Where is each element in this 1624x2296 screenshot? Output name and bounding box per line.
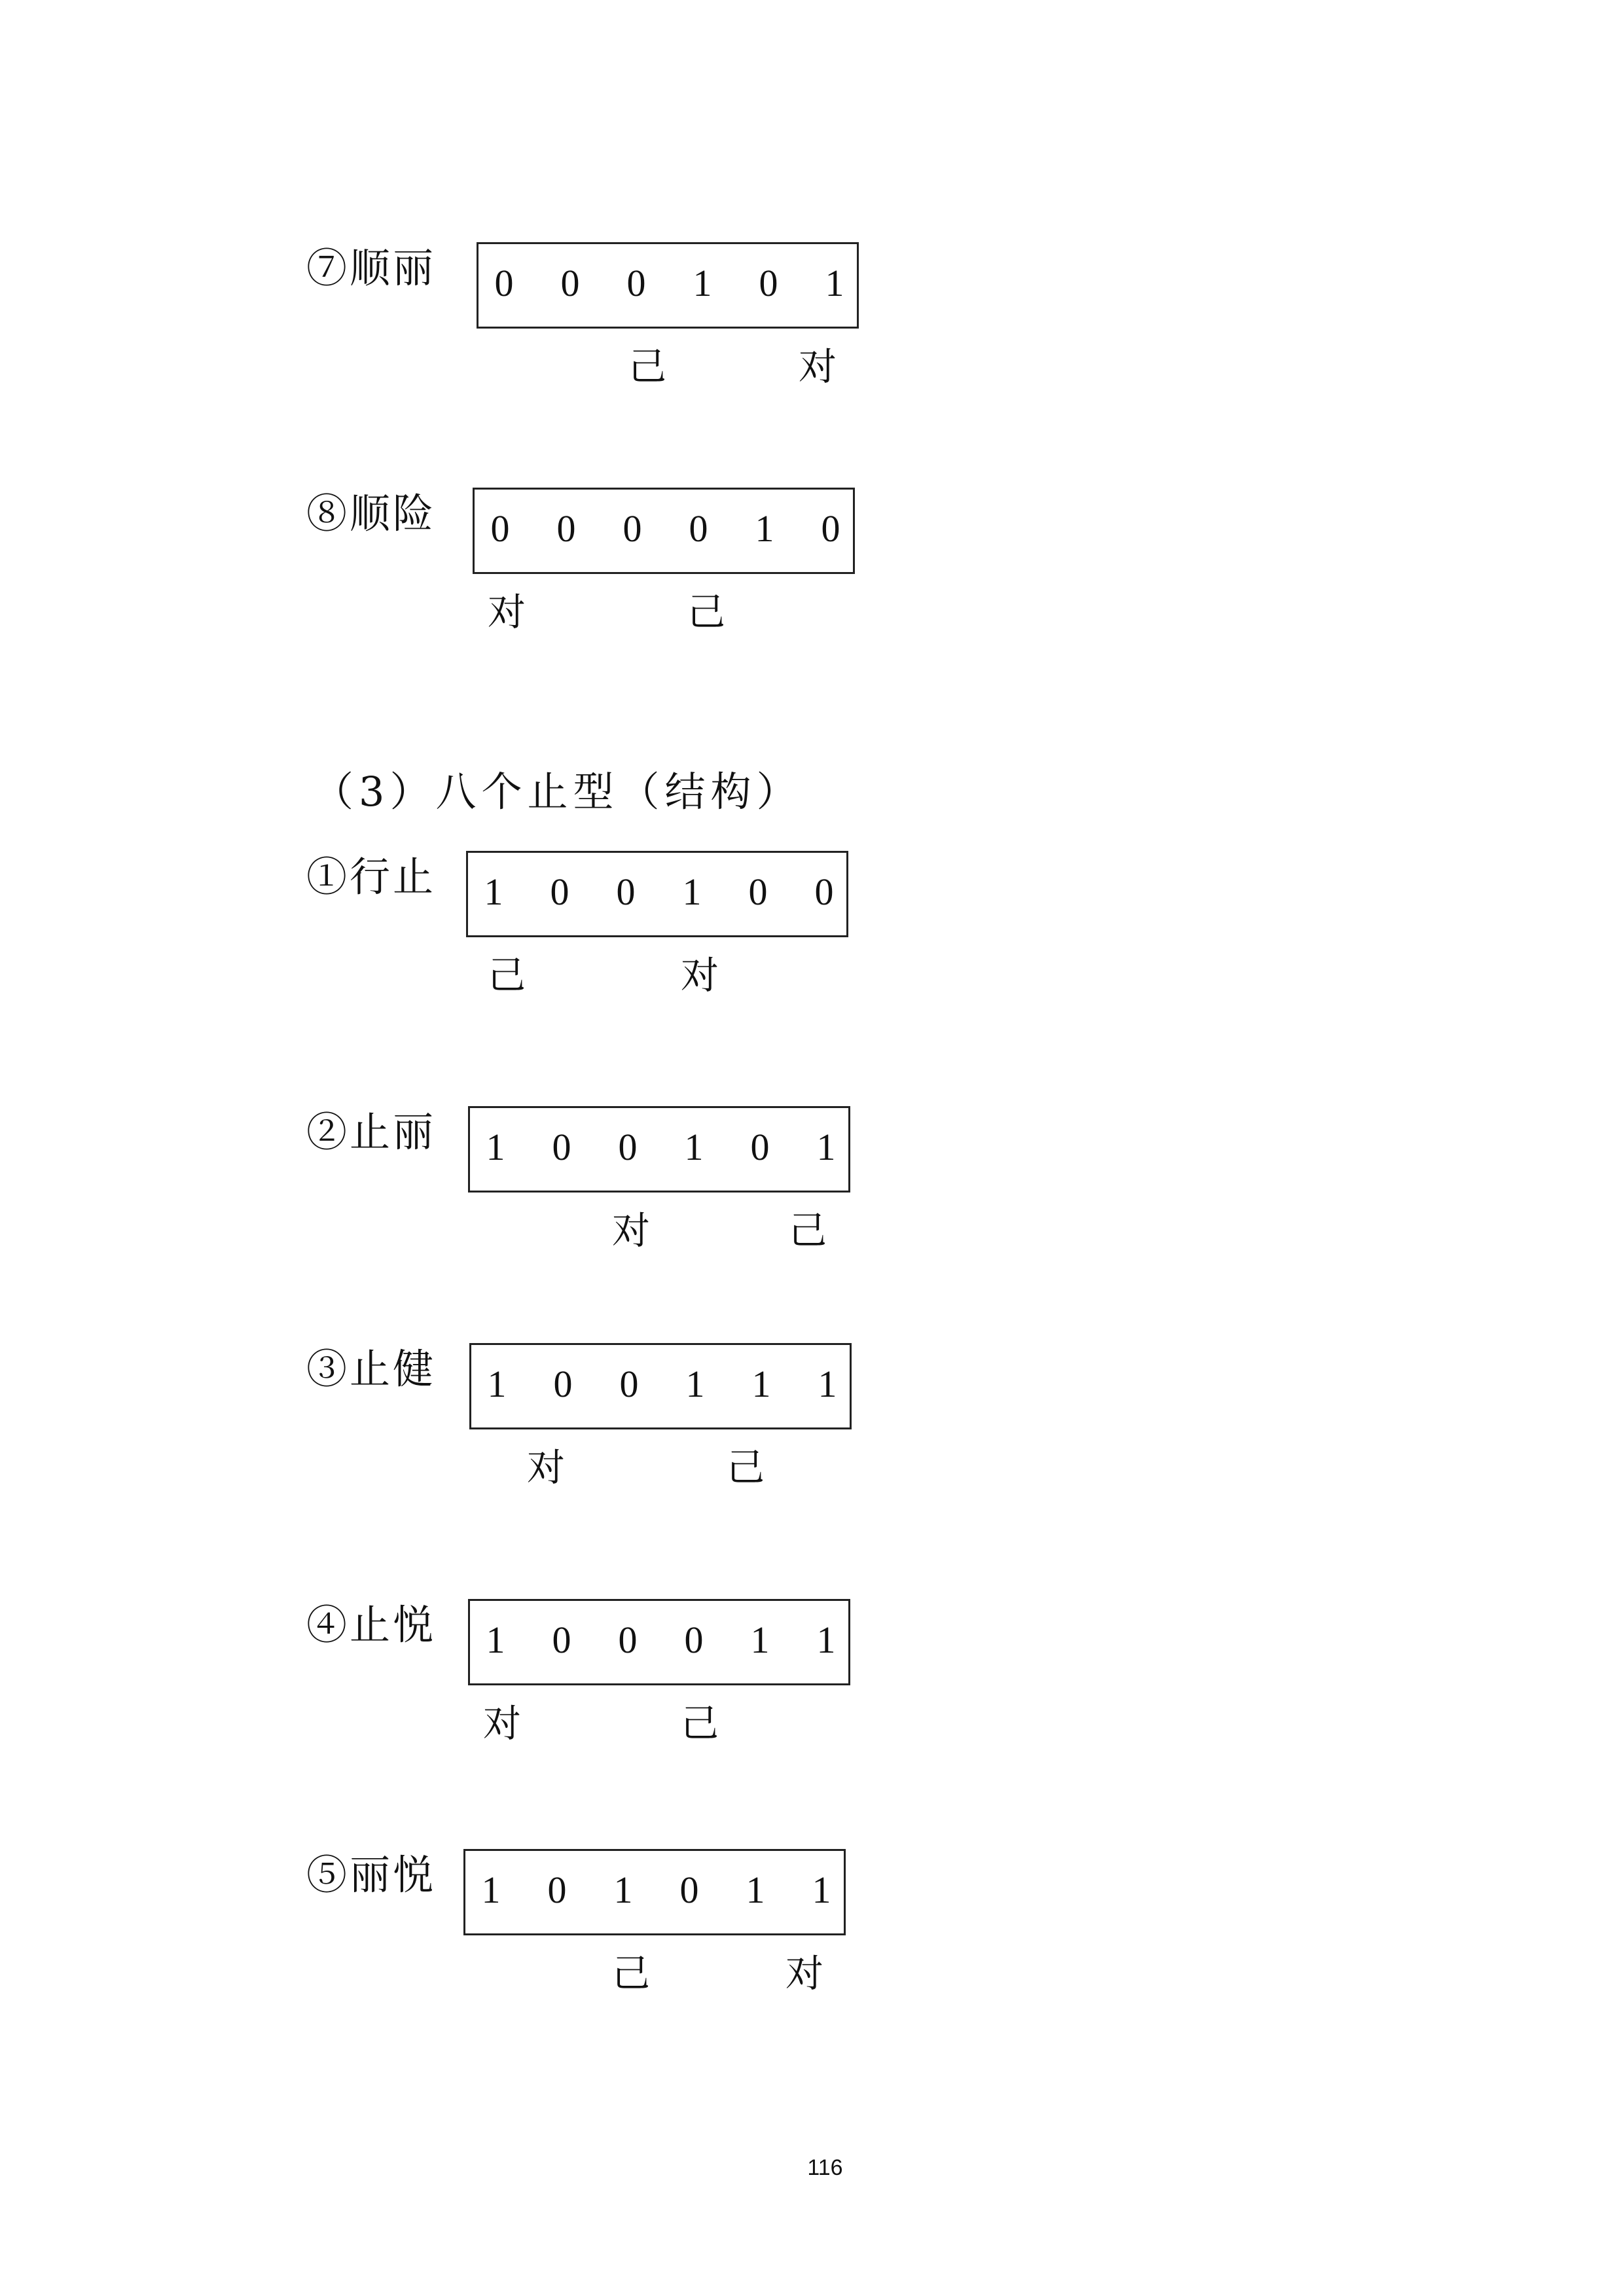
bit-box bbox=[469, 1343, 852, 1429]
marker-self: 己 bbox=[612, 1951, 651, 1996]
bit-2: 0 bbox=[552, 1126, 571, 1168]
bit-box bbox=[468, 1106, 850, 1193]
hexagram-entry-2 bbox=[0, 1106, 1047, 1257]
bit-4: 1 bbox=[685, 1363, 705, 1405]
bit-4: 0 bbox=[689, 507, 708, 550]
hexagram-entry-3 bbox=[0, 1343, 1047, 1494]
marker-self: 己 bbox=[789, 1208, 827, 1253]
bit-1: 0 bbox=[490, 507, 510, 550]
bit-box bbox=[473, 488, 855, 574]
hexagram-entry-8 bbox=[0, 488, 1047, 638]
bit-6: 1 bbox=[816, 1619, 836, 1661]
bit-box bbox=[466, 851, 848, 937]
entry-label: ③止健 bbox=[306, 1345, 437, 1393]
bit-box bbox=[477, 242, 859, 329]
bit-1: 1 bbox=[486, 1126, 505, 1168]
bit-6: 0 bbox=[821, 507, 840, 550]
marker-counterpart: 对 bbox=[785, 1951, 824, 1996]
hexagram-entry-7 bbox=[0, 242, 1047, 393]
bit-5: 0 bbox=[748, 870, 768, 913]
bit-1: 1 bbox=[481, 1869, 501, 1911]
bit-3: 0 bbox=[619, 1363, 639, 1405]
bit-3: 0 bbox=[623, 507, 642, 550]
bit-1: 1 bbox=[484, 870, 503, 913]
hexagram-entry-1 bbox=[0, 851, 1047, 1001]
bit-1: 1 bbox=[486, 1619, 505, 1661]
entry-label: ①行止 bbox=[306, 853, 437, 901]
hexagram-entry-5 bbox=[0, 1849, 1047, 2000]
section-heading: （3）八个止型（结构） bbox=[313, 768, 803, 816]
marker-counterpart: 对 bbox=[612, 1208, 651, 1253]
bit-3: 1 bbox=[613, 1869, 633, 1911]
bit-5: 0 bbox=[759, 262, 778, 304]
bit-2: 0 bbox=[560, 262, 580, 304]
bit-6: 0 bbox=[814, 870, 834, 913]
bit-2: 0 bbox=[553, 1363, 573, 1405]
marker-self: 己 bbox=[628, 344, 667, 389]
bit-5: 1 bbox=[750, 1619, 770, 1661]
marker-self: 己 bbox=[687, 590, 726, 634]
bit-3: 0 bbox=[626, 262, 646, 304]
bit-5: 1 bbox=[746, 1869, 765, 1911]
bit-2: 0 bbox=[547, 1869, 567, 1911]
bit-1: 0 bbox=[494, 262, 514, 304]
marker-counterpart: 对 bbox=[483, 1701, 522, 1746]
bit-4: 1 bbox=[682, 870, 702, 913]
bit-4: 1 bbox=[684, 1126, 704, 1168]
bit-3: 0 bbox=[618, 1126, 638, 1168]
marker-self: 己 bbox=[488, 953, 526, 997]
bit-2: 0 bbox=[552, 1619, 571, 1661]
bit-5: 1 bbox=[755, 507, 774, 550]
marker-counterpart: 对 bbox=[681, 953, 719, 997]
entry-label: ②止丽 bbox=[306, 1108, 437, 1156]
bit-6: 1 bbox=[818, 1363, 837, 1405]
marker-counterpart: 对 bbox=[527, 1445, 566, 1490]
bit-6: 1 bbox=[812, 1869, 831, 1911]
bit-4: 0 bbox=[679, 1869, 699, 1911]
bit-2: 0 bbox=[556, 507, 576, 550]
entry-label: ④止悦 bbox=[306, 1601, 437, 1649]
marker-self: 己 bbox=[727, 1445, 765, 1490]
bit-1: 1 bbox=[487, 1363, 507, 1405]
hexagram-entry-4 bbox=[0, 1599, 1047, 1749]
bit-box bbox=[468, 1599, 850, 1685]
bit-4: 0 bbox=[684, 1619, 704, 1661]
entry-label: ⑤丽悦 bbox=[306, 1851, 437, 1899]
bit-4: 1 bbox=[693, 262, 712, 304]
bit-5: 0 bbox=[750, 1126, 770, 1168]
bit-6: 1 bbox=[825, 262, 844, 304]
marker-counterpart: 对 bbox=[488, 590, 526, 634]
entry-label: ⑧顺险 bbox=[306, 490, 437, 537]
entry-label: ⑦顺丽 bbox=[306, 244, 437, 292]
bit-3: 0 bbox=[618, 1619, 638, 1661]
bit-2: 0 bbox=[550, 870, 569, 913]
bit-5: 1 bbox=[751, 1363, 771, 1405]
bit-3: 0 bbox=[616, 870, 636, 913]
marker-self: 己 bbox=[681, 1701, 719, 1746]
bit-box bbox=[463, 1849, 846, 1935]
page-number: 116 bbox=[807, 2155, 843, 2180]
bit-6: 1 bbox=[816, 1126, 836, 1168]
marker-counterpart: 对 bbox=[799, 344, 837, 389]
